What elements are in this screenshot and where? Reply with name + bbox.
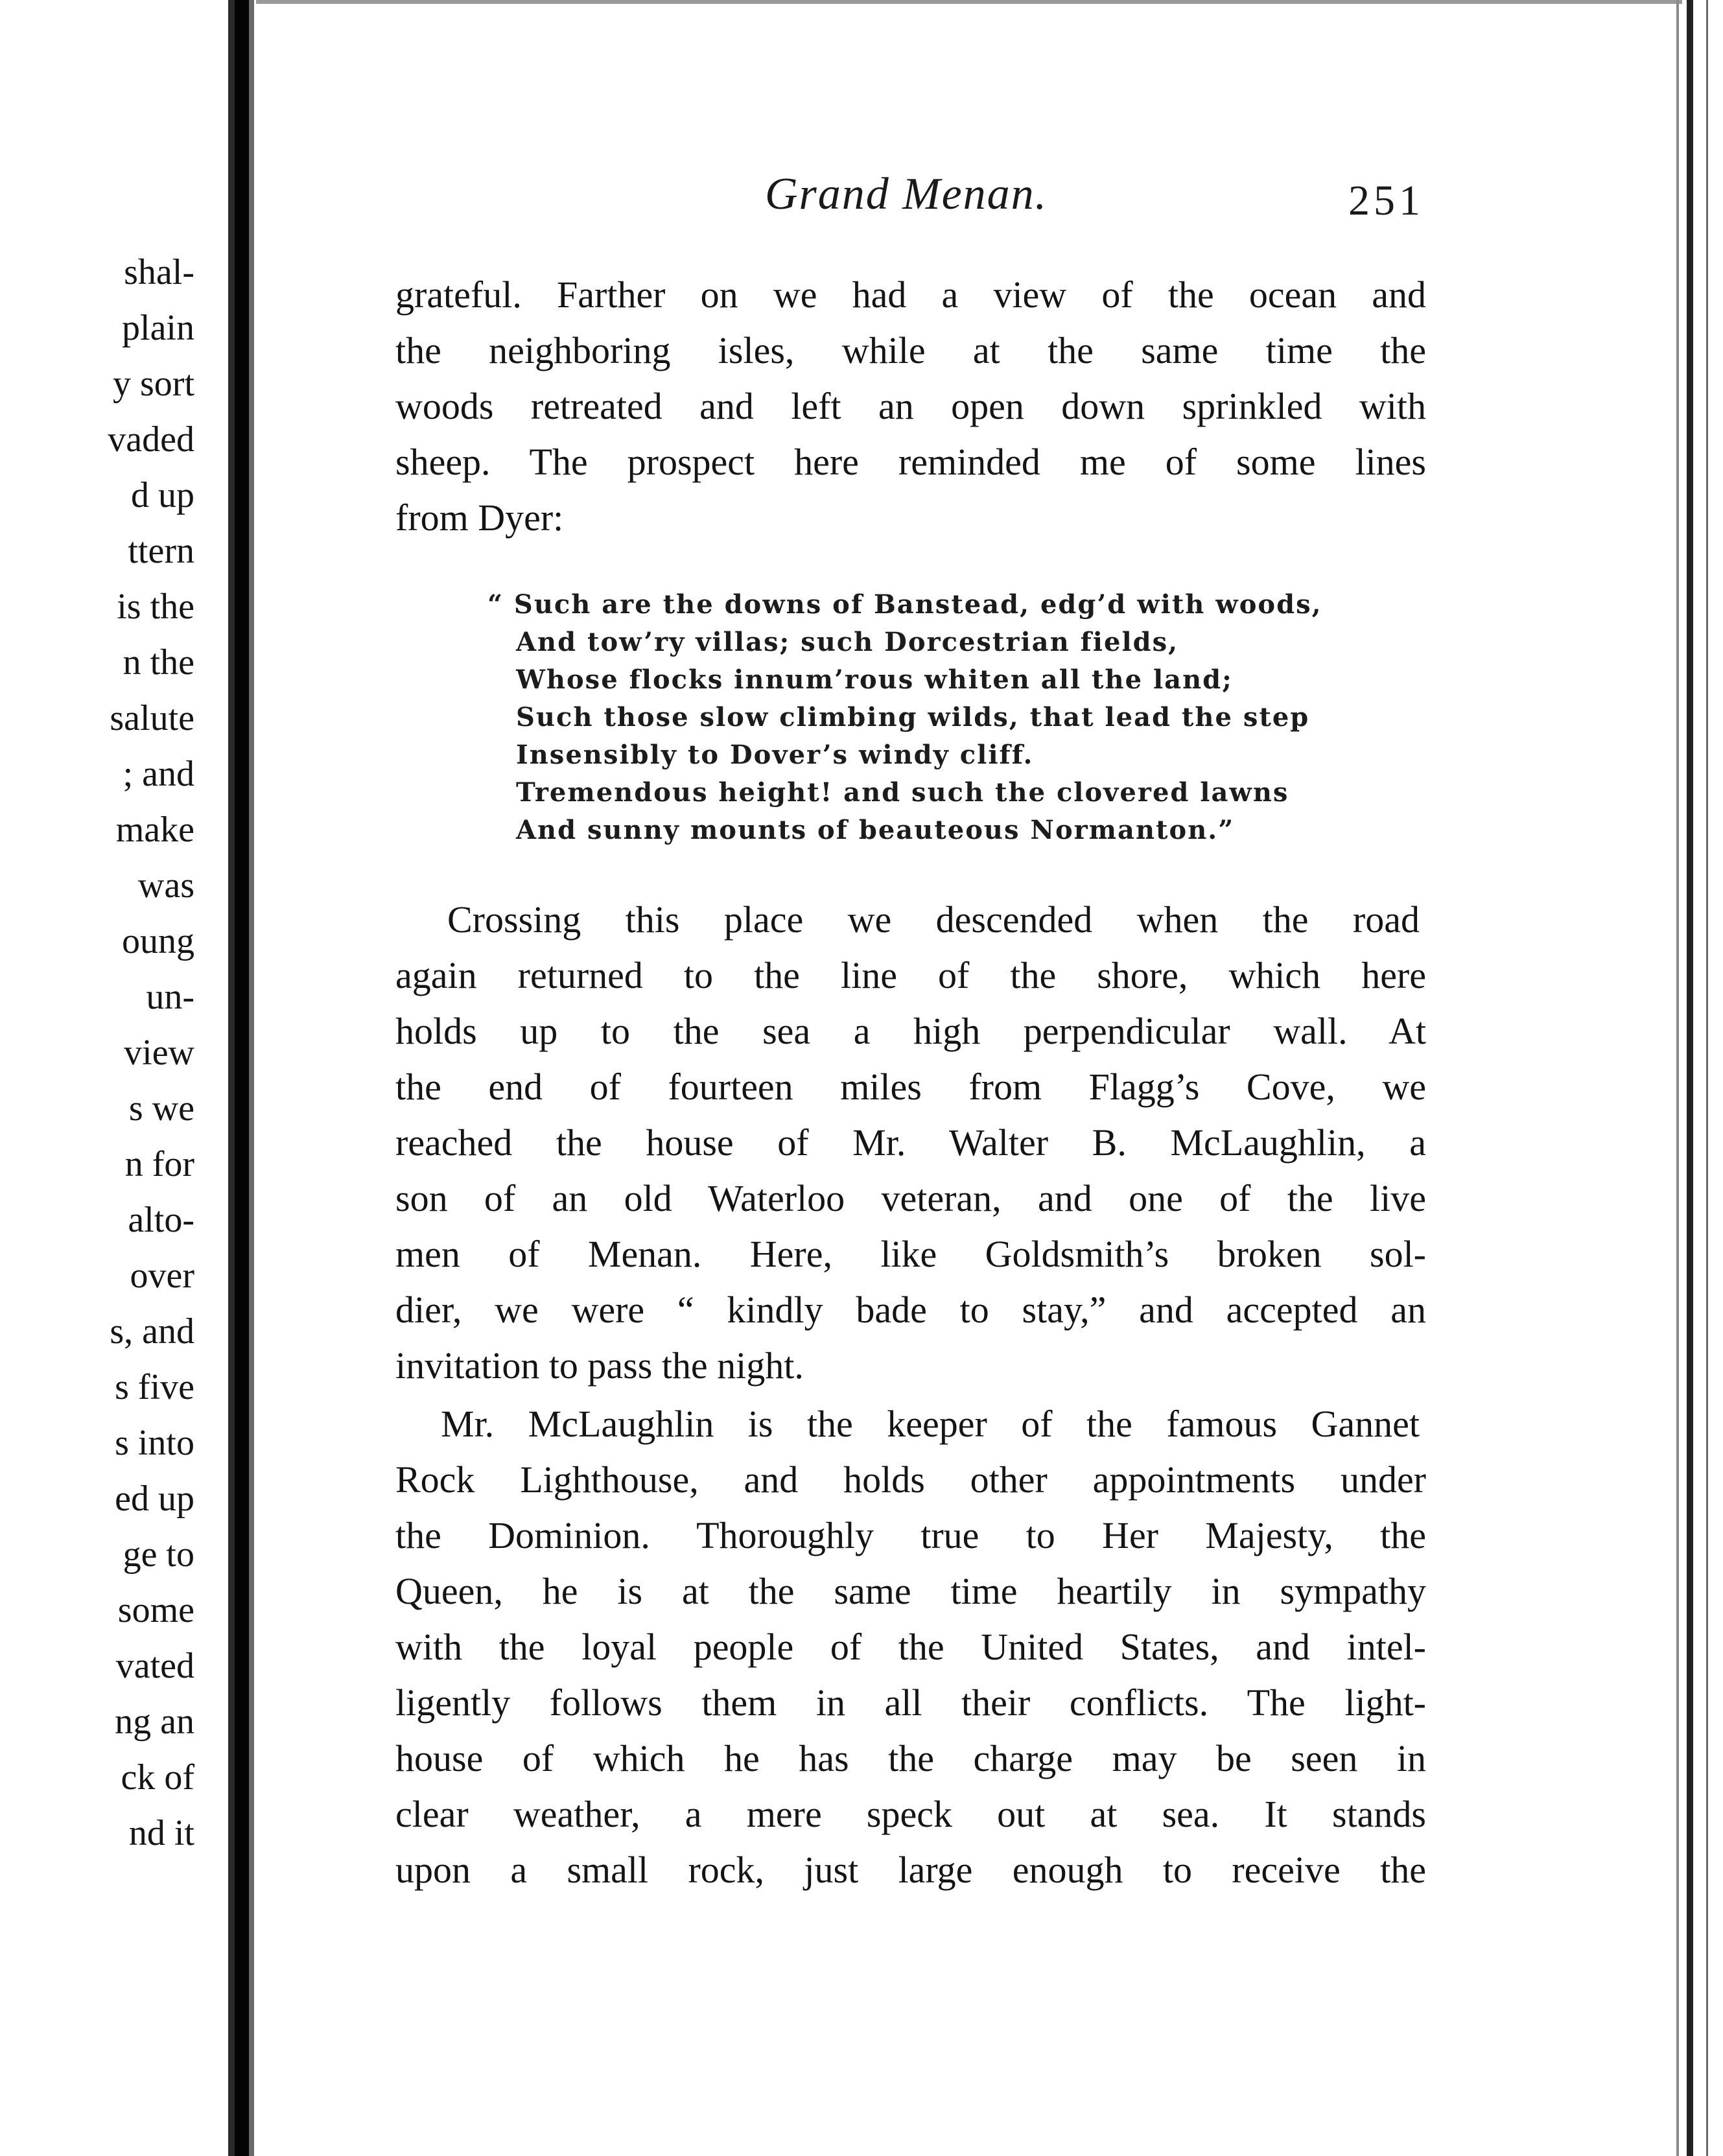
left-fragment: make bbox=[115, 810, 194, 850]
left-fragment: ttern bbox=[128, 531, 194, 571]
poem-line: Insensibly to Dover’s windy cliff. bbox=[516, 740, 1034, 770]
left-fragment: some bbox=[117, 1590, 194, 1630]
left-fragment: ge to bbox=[123, 1534, 194, 1575]
paragraph3-line: Mr. McLaughlin is the keeper of the famous Gannet bbox=[441, 1403, 1420, 1445]
left-fragment: s, and bbox=[110, 1311, 194, 1352]
paragraph2-line: dier, we were “ kindly bade to stay,” and accepted an bbox=[395, 1289, 1426, 1331]
paragraph2-line: holds up to the sea a high perpendicular wall. At bbox=[395, 1010, 1426, 1052]
paragraph2-line: Crossing this place we descended when the road bbox=[447, 898, 1420, 941]
paragraph3-line: house of which he has the charge may be seen in bbox=[395, 1737, 1426, 1779]
paragraph2-line: reached the house of Mr. Walter B. McLaughlin, a bbox=[395, 1121, 1426, 1164]
left-facing-page bbox=[0, 0, 233, 2156]
left-fragment: d up bbox=[131, 475, 194, 515]
left-fragment: ed up bbox=[115, 1479, 194, 1519]
paragraph2-line: invitation to pass the night. bbox=[395, 1344, 804, 1387]
paragraph1-line: grateful. Farther on we had a view of the ocean and bbox=[395, 274, 1426, 316]
page-top-edge bbox=[256, 0, 1682, 4]
poem-line: Tremendous height! and such the clovered lawns bbox=[516, 777, 1289, 808]
page-right-edge-inner bbox=[1676, 0, 1679, 2156]
left-fragment: y sort bbox=[113, 364, 194, 404]
page-number: 251 bbox=[1348, 177, 1424, 224]
running-head: Grand Menan. bbox=[765, 169, 1048, 219]
left-fragment: ck of bbox=[121, 1757, 194, 1798]
paragraph1-line: sheep. The prospect here reminded me of some lines bbox=[395, 441, 1426, 483]
gutter-binding-line bbox=[235, 0, 249, 2156]
left-fragment: vaded bbox=[108, 419, 194, 460]
left-fragment: plain bbox=[122, 308, 194, 348]
left-fragment: n the bbox=[123, 642, 194, 683]
left-fragment: n for bbox=[124, 1144, 194, 1184]
left-fragment: over bbox=[130, 1256, 194, 1296]
left-fragment: s five bbox=[115, 1367, 194, 1407]
paragraph2-line: son of an old Waterloo veteran, and one of the live bbox=[395, 1177, 1426, 1219]
paragraph3-line: ligently follows them in all their conflicts. The light- bbox=[395, 1681, 1426, 1724]
left-fragment: s into bbox=[115, 1423, 194, 1463]
left-fragment: is the bbox=[117, 587, 194, 627]
left-fragment: was bbox=[137, 865, 194, 906]
gutter-shadow bbox=[228, 0, 235, 2156]
paragraph3-line: with the loyal people of the United States, and intel- bbox=[395, 1626, 1426, 1668]
paragraph3-line: the Dominion. Thoroughly true to Her Majesty, the bbox=[395, 1514, 1426, 1556]
poem-line: Whose flocks innum’rous whiten all the land; bbox=[516, 664, 1233, 695]
left-fragment: nd it bbox=[128, 1813, 194, 1853]
paragraph3-line: upon a small rock, just large enough to receive the bbox=[395, 1849, 1426, 1891]
paragraph3-line: clear weather, a mere speck out at sea. It stands bbox=[395, 1793, 1426, 1835]
paragraph3-line: Queen, he is at the same time heartily in sympathy bbox=[395, 1570, 1426, 1612]
left-fragment: alto- bbox=[128, 1200, 194, 1240]
poem-line: “ Such are the downs of Banstead, edg’d with woods, bbox=[487, 589, 1322, 620]
page-right-edge-outer bbox=[1706, 0, 1708, 2156]
left-fragment: view bbox=[124, 1033, 194, 1073]
left-fragment: shal- bbox=[124, 252, 194, 292]
poem-line: And sunny mounts of beauteous Normanton.” bbox=[516, 815, 1235, 845]
left-page-fragments bbox=[0, 0, 233, 2156]
paragraph2-line: the end of fourteen miles from Flagg’s Cove, we bbox=[395, 1066, 1426, 1108]
left-fragment: ; and bbox=[123, 754, 194, 794]
paragraph1-line: the neighboring isles, while at the same time the bbox=[395, 329, 1426, 371]
paragraph2-line: men of Menan. Here, like Goldsmith’s broken sol- bbox=[395, 1233, 1426, 1275]
poem-line: And tow’ry villas; such Dorcestrian fields, bbox=[516, 627, 1179, 657]
left-fragment: un- bbox=[146, 977, 194, 1017]
gutter-shadow-right bbox=[249, 0, 254, 2156]
poem-line: Such those slow climbing wilds, that lead the step bbox=[516, 702, 1310, 732]
paragraph3-line: Rock Lighthouse, and holds other appointments under bbox=[395, 1459, 1426, 1501]
left-fragment: ng an bbox=[115, 1702, 194, 1742]
page-right-edge bbox=[1687, 0, 1693, 2156]
paragraph1-line: woods retreated and left an open down sprinkled with bbox=[395, 385, 1426, 427]
paragraph2-line: again returned to the line of the shore, which here bbox=[395, 954, 1426, 996]
paragraph1-line: from Dyer: bbox=[395, 497, 564, 539]
left-fragment: oung bbox=[122, 921, 194, 961]
left-fragment: vated bbox=[115, 1646, 194, 1686]
left-fragment: s we bbox=[128, 1088, 194, 1129]
left-fragment: salute bbox=[110, 698, 194, 738]
